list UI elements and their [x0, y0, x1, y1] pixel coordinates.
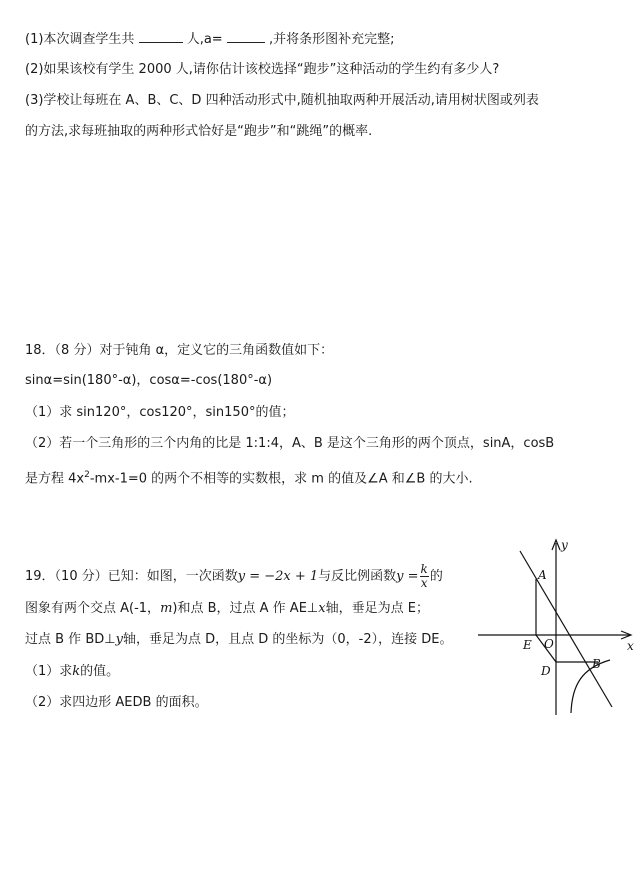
- q19-figure: [470, 535, 636, 720]
- q17-part1-text-c: ,并将条形图补充完整;: [268, 32, 395, 47]
- fraction-denominator: x: [420, 576, 428, 590]
- fraction-numerator: k: [420, 562, 428, 576]
- label-o: O: [544, 637, 554, 651]
- label-a: A: [538, 568, 547, 582]
- q17-part1-text-a: (1)本次调查学生共: [25, 32, 135, 47]
- linear-function-line: [520, 551, 612, 707]
- label-y: y: [561, 538, 568, 552]
- q17-part1: [25, 30, 395, 49]
- q17-part3-line2: 的方法,求每班抽取的两种形式恰好是“跑步”和“跳绳”的概率.: [25, 124, 373, 139]
- q19-part1-text-a: （1）求: [25, 664, 73, 679]
- q18-header: 18．（8 分）对于钝角 α，定义它的三角函数值如下：: [25, 343, 334, 358]
- var-m: m: [160, 601, 173, 616]
- fraction-k-over-x: [420, 563, 429, 590]
- q19-header-text-b: 与反比例函数: [318, 569, 397, 584]
- label-b: B: [592, 657, 601, 671]
- q18-part2-line1: （2）若一个三角形的三个内角的比是 1:1:4，A、B 是这个三角形的两个顶点，sinA，cosB: [25, 436, 555, 451]
- linear-function: y = −2x + 1: [237, 569, 319, 584]
- q18-part1: （1）求 sin120°，cos120°，sin150°的值；: [25, 405, 295, 420]
- q19-part1-text-b: 的值。: [80, 664, 120, 679]
- q19-line3: [25, 631, 452, 649]
- q19-line3-text-b: 轴，垂足为点 D，且点 D 的坐标为（0，-2），连接 DE。: [122, 632, 453, 647]
- hyperbola-branch: [571, 660, 610, 713]
- q17-part1-text-b: 人,a=: [186, 32, 223, 47]
- q19-part1: [25, 663, 119, 681]
- q19-header-text-c: 的: [429, 569, 443, 584]
- q19-header: [25, 563, 443, 590]
- q19-line2: [25, 600, 429, 618]
- inverse-function-lhs: y =: [396, 569, 419, 584]
- q18-part2-text-b: -mx-1=0 的两个不相等的实数根，求 m 的值及∠A 和∠B 的大小.: [89, 471, 473, 487]
- q17-part3-line1: (3)学校让每班在 A、B、C、D 四种活动形式中,随机抽取两种开展活动,请用树状图或列表: [25, 93, 539, 108]
- answer-blank: [227, 30, 265, 43]
- q19-header-text-a: 19．（10 分）已知：如图，一次函数: [25, 569, 238, 584]
- q19-line2-text-b: )和点 B，过点 A 作 AE⊥: [172, 601, 319, 616]
- q19-line2-text-c: 轴，垂足为点 E；: [325, 601, 429, 616]
- q19-part2: （2）求四边形 AEDB 的面积。: [25, 695, 208, 710]
- label-d: D: [541, 664, 551, 678]
- q18-definition: sinα=sin(180°-α)，cosα=-cos(180°-α): [25, 373, 273, 388]
- q19-line3-text-a: 过点 B 作 BD⊥: [25, 632, 116, 647]
- label-e: E: [523, 638, 532, 652]
- var-k: k: [72, 664, 81, 679]
- var-y: y: [115, 632, 123, 647]
- q19-line2-text-a: 图象有两个交点 A(-1，: [25, 601, 161, 616]
- q18-part2-line2: [25, 466, 473, 488]
- q17-part2: (2)如果该校有学生 2000 人,请你估计该校选择“跑步”这种活动的学生约有多少人?: [25, 62, 500, 77]
- var-x: x: [318, 601, 326, 616]
- q18-part2-text-a: 是方程 4x: [25, 471, 85, 487]
- answer-blank: [139, 30, 183, 43]
- label-x: x: [627, 639, 634, 653]
- exponent: 2: [84, 470, 90, 480]
